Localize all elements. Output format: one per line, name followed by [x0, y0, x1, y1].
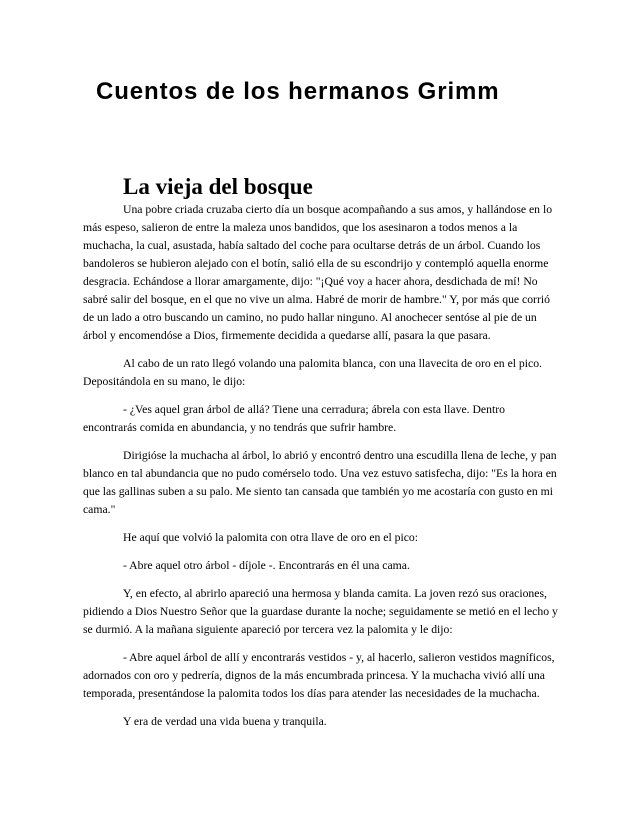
paragraph: Dirigióse la muchacha al árbol, lo abrió y encontró dentro una escudilla llena de leche, y pan blanco en tal abundancia que no pudo comérselo todo. Una vez estuvo satisfecha, dijo: "Es la hora en que las gallinas suben a su palo. Me siento tan cansada que también yo me acostaría con gusto en mi cama."	[83, 449, 557, 516]
paragraph: - Abre aquel otro árbol - díjole -. Encontrarás en él una cama.	[123, 559, 410, 572]
paragraph: Y, en efecto, al abrirlo apareció una hermosa y blanda camita. La joven rezó sus oraciones, pidiendo a Dios Nuestro Señor que la guardase durante la noche; seguidamente se metió en el lecho y se durmió. A la mañana siguiente apareció por tercera vez la palomita y le dijo:	[83, 587, 558, 636]
story-title: La vieja del bosque	[123, 174, 313, 199]
paragraph: - Abre aquel árbol de allí y encontrarás vestidos - y, al hacerlo, salieron vestidos magníficos, adornados con oro y pedrería, dignos de la más encumbrada princesa. Y la muchacha vivió allí una temporada, presentándose la palomita todos los días para atender las necesidades de la muchacha.	[83, 651, 555, 700]
paragraph: He aquí que volvió la palomita con otra llave de oro en el pico:	[123, 531, 419, 544]
paragraph: - ¿Ves aquel gran árbol de allá? Tiene una cerradura; ábrela con esta llave. Dentro encontrarás comida en abundancia, y no tendrás que sufrir hambre.	[83, 403, 505, 434]
story-body	[83, 201, 561, 741]
paragraph: Y era de verdad una vida buena y tranquila.	[123, 715, 327, 728]
paragraph: Al cabo de un rato llegó volando una palomita blanca, con una llavecita de oro en el pico. Depositándola en su mano, le dijo:	[83, 357, 542, 388]
paragraph: Una pobre criada cruzaba cierto día un bosque acompañando a sus amos, y hallándose en lo más espeso, salieron de entre la maleza unos bandidos, que los asesinaron a todos menos a la muchacha, la cual, asustada, había saltado del coche para ocultarse detrás de un árbol. Cuando los bandoleros se hubieron alejado con el botín, salió ella de su escondrijo y contempló aquella enorme desgracia. Echándose a llorar amargamente, dijo: "¡Qué voy a hacer ahora, desdichada de mí! No sabré salir del bosque, en el que no vive un alma. Habré de morir de hambre." Y, por más que corrió de un lado a otro buscando un camino, no pudo hallar ninguno. Al anochecer sentóse al pie de un árbol y encomendóse a Dios, firmemente decidida a quedarse allí, pasara la que pasara.	[83, 203, 553, 342]
document-title: Cuentos de los hermanos Grimm	[96, 78, 500, 105]
